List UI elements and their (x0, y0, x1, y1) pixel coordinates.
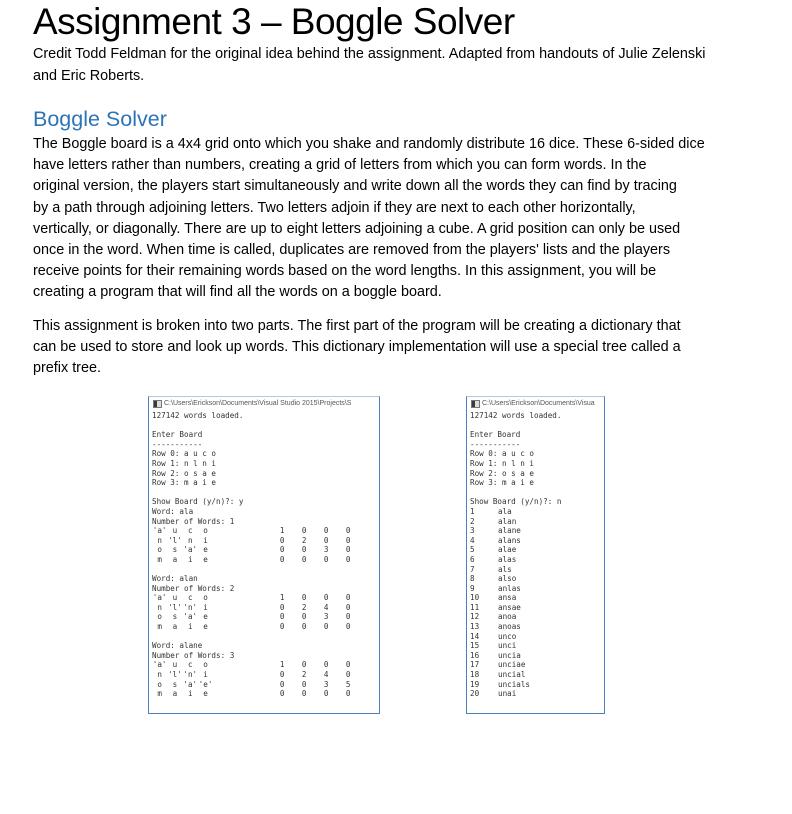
word-index: 12 (470, 612, 480, 622)
word-index: 1 (470, 506, 475, 516)
word-list-item (470, 651, 601, 661)
console-line: Enter Board (152, 430, 203, 440)
word-index: 5 (470, 545, 475, 555)
path-order: 0 (279, 689, 285, 699)
word-index: 4 (470, 535, 475, 545)
paragraph-line: The Boggle board is a 4x4 grid onto which you shake and randomly distribute 16 dice. These 6-sided dice (33, 136, 705, 152)
credit-text: Credit Todd Feldman for the original idea behind the assignment. Adapted from handouts of Julie Zelenski and Eric Roberts. (33, 46, 706, 84)
word-text: uncia (498, 650, 521, 660)
word-index: 15 (470, 641, 480, 651)
paragraph-line: by a path through adjoining letters. Two letters adjoin if they are next to each other horizontally, (33, 199, 636, 216)
board-letter: 'n' (183, 602, 198, 612)
word-index: 10 (470, 593, 480, 603)
console-line: Row 0: a u c o (470, 449, 535, 459)
console-line: Row 1: n l n i (470, 458, 535, 468)
word-list-item (470, 689, 601, 699)
word-text: alane (498, 526, 521, 536)
board-letter: e (203, 689, 208, 699)
result-count-line: Number of Words: 3 (152, 650, 235, 660)
board-letter: 'l' (168, 670, 182, 680)
path-order: 0 (279, 679, 285, 689)
path-order: 0 (323, 689, 329, 699)
board-letter: o (157, 679, 162, 689)
word-text: also (498, 574, 517, 584)
path-order: 5 (345, 679, 351, 689)
path-order: 4 (323, 602, 329, 612)
board-letter: c (187, 593, 193, 603)
word-text: uncials (498, 679, 531, 689)
path-order: 0 (345, 526, 351, 536)
word-index: 14 (470, 631, 480, 641)
word-list-item (470, 622, 601, 632)
path-order: 2 (301, 602, 307, 612)
path-order: 0 (345, 689, 351, 699)
word-index: 18 (470, 670, 480, 680)
path-order: 0 (323, 622, 329, 632)
word-list-item (470, 603, 601, 613)
word-list-item (470, 545, 601, 555)
blank-line (152, 565, 376, 575)
console-line: 127142 words loaded. (152, 411, 244, 420)
board-letter: 'e' (198, 679, 213, 689)
path-order: 0 (301, 554, 307, 564)
result-count-line: Number of Words: 2 (152, 583, 235, 593)
path-order: 0 (345, 545, 351, 555)
path-order: 3 (323, 612, 329, 622)
board-letter: 'l' (168, 602, 182, 612)
path-order: 0 (301, 622, 307, 632)
console-line (152, 488, 376, 498)
result-word-line: Word: ala (152, 506, 194, 516)
paragraph-line: original version, the players start simultaneously and write down all the words they can find by tracing (33, 178, 677, 195)
board-letter: u (172, 593, 178, 603)
board-grid-row (152, 536, 376, 546)
word-text: uncial (498, 670, 526, 680)
path-order: 0 (279, 602, 285, 612)
paragraph-line: once in the word. When time is called, duplicates are removed from the players' lists and the players (33, 242, 671, 259)
word-list-item (470, 641, 601, 651)
path-order: 3 (323, 679, 329, 689)
word-list-item (470, 660, 601, 670)
word-list-item (470, 526, 601, 536)
document-title: Assignment 3 – Boggle Solver (33, 1, 515, 42)
console-output (467, 410, 604, 700)
result-word-line: Word: alane (152, 641, 203, 651)
console-line: Row 3: m a i e (152, 478, 217, 488)
path-order: 0 (345, 612, 351, 622)
spacer (213, 545, 271, 555)
spacer (213, 689, 271, 699)
path-order: 0 (279, 670, 285, 680)
word-list-item (470, 555, 601, 565)
board-letter: u (172, 526, 178, 536)
path-order: 0 (279, 545, 285, 555)
board-letter: s (172, 612, 178, 622)
console-line: Row 0: a u c o (152, 449, 217, 459)
console-title: C:\Users\Erickson\Documents\Visual Studio 2015\Projects\S (164, 400, 352, 407)
board-letter: e (203, 622, 208, 632)
console-line: ----------- (470, 439, 521, 449)
console-line: ----------- (152, 439, 203, 449)
word-index: 7 (470, 564, 475, 574)
path-order: 0 (323, 660, 329, 670)
paragraph-line: creating a program that will find all the words on a boggle board. (33, 284, 442, 301)
board-letter: o (157, 612, 162, 622)
console-line: Row 1: n l n i (152, 458, 217, 468)
result-word-line: Word: alan (152, 574, 198, 584)
path-order: 2 (301, 670, 307, 680)
path-order: 0 (279, 535, 285, 545)
board-letter: i (203, 670, 208, 680)
console-line: Row 2: o s a e (470, 468, 535, 478)
board-letter: a (172, 554, 178, 564)
paragraph-line: receive points for their remaining words based on the word lengths. In this assignment, you will be (33, 263, 657, 280)
paragraph-line: vertically, or diagonally. There are up to eight letters adjoining a cube. A grid position can only be used (33, 220, 681, 237)
word-index: 16 (470, 650, 480, 660)
spacer (213, 612, 271, 622)
path-order: 0 (323, 526, 329, 536)
board-letter: c (187, 526, 193, 536)
board-letter: i (187, 554, 193, 564)
word-text: unco (498, 631, 517, 641)
board-letter: n (157, 602, 162, 612)
word-list-item (470, 584, 601, 594)
word-list-item (470, 680, 601, 690)
path-order: 0 (301, 689, 307, 699)
word-text: unai (498, 689, 517, 699)
word-index: 20 (470, 689, 480, 699)
word-text: ansa (498, 593, 517, 603)
board-letter: e (203, 545, 208, 555)
board-letter: i (203, 535, 208, 545)
board-letter: s (172, 679, 178, 689)
console-line (470, 488, 601, 498)
board-letter: c (187, 660, 193, 670)
console-line (470, 421, 601, 431)
board-letter: i (187, 622, 193, 632)
path-order: 0 (345, 670, 351, 680)
console-line: Row 2: o s a e (152, 468, 217, 478)
path-order: 0 (345, 554, 351, 564)
spacer (213, 593, 271, 603)
board-letter: 'n' (183, 670, 198, 680)
board-letter: n (157, 670, 162, 680)
word-text: anoas (498, 622, 521, 632)
word-list-item (470, 593, 601, 603)
console-app-icon (471, 400, 480, 408)
path-order: 0 (301, 660, 307, 670)
word-index: 9 (470, 583, 475, 593)
word-list-item (470, 612, 601, 622)
word-text: ala (498, 506, 512, 516)
word-list-item (470, 536, 601, 546)
path-order: 0 (279, 612, 285, 622)
board-grid-row (152, 670, 376, 680)
console-titlebar (149, 397, 379, 410)
path-order: 0 (301, 593, 307, 603)
console-line: Row 3: m a i e (470, 478, 535, 488)
board-grid-row (152, 603, 376, 613)
console-line: 127142 words loaded. (470, 411, 562, 420)
path-order: 0 (323, 535, 329, 545)
board-grid-row (152, 660, 376, 670)
board-grid-row (152, 526, 376, 536)
word-list-item (470, 517, 601, 527)
blank-line (152, 632, 376, 642)
paragraph-line: This assignment is broken into two parts. The first part of the program will be creating a dictionary that (33, 318, 681, 334)
board-grid-row (152, 680, 376, 690)
spacer (213, 622, 271, 632)
path-order: 1 (279, 660, 285, 670)
console-line (152, 421, 376, 431)
spacer (213, 536, 271, 546)
console-output (149, 410, 379, 700)
word-list-item (470, 574, 601, 584)
console-line: Enter Board (470, 430, 521, 440)
console-window-show-board (148, 396, 380, 714)
board-grid-row (152, 555, 376, 565)
path-order: 0 (345, 535, 351, 545)
board-letter: a (172, 689, 178, 699)
paragraph-line: have letters rather than numbers, creating a grid of letters from which you can form words. In the (33, 157, 647, 174)
spacer (213, 603, 271, 613)
console-line: Show Board (y/n)?: y (152, 497, 244, 507)
spacer (213, 670, 271, 680)
board-grid-row (152, 545, 376, 555)
word-text: unci (498, 641, 517, 651)
word-index: 6 (470, 554, 475, 564)
board-grid-row (152, 593, 376, 603)
section-heading: Boggle Solver (33, 107, 167, 131)
board-letter: 'a' (183, 612, 198, 622)
board-letter: o (157, 545, 162, 555)
board-letter: o (203, 526, 208, 536)
board-letter: e (203, 554, 208, 564)
word-text: unciae (498, 660, 526, 670)
word-text: als (498, 564, 512, 574)
word-text: anlas (498, 583, 521, 593)
path-order: 1 (279, 526, 285, 536)
word-index: 13 (470, 622, 480, 632)
path-order: 4 (323, 670, 329, 680)
path-order: 0 (301, 545, 307, 555)
word-text: anoa (498, 612, 517, 622)
path-order: 0 (345, 602, 351, 612)
board-letter: o (203, 660, 208, 670)
board-letter: u (172, 660, 178, 670)
word-text: alae (498, 545, 517, 555)
console-window-word-list (466, 396, 605, 714)
path-order: 0 (279, 622, 285, 632)
path-order: 0 (345, 660, 351, 670)
spacer (213, 526, 271, 536)
path-order: 3 (323, 545, 329, 555)
board-letter: 'a' (152, 526, 167, 536)
board-letter: 'a' (152, 660, 167, 670)
board-letter: 'a' (152, 593, 167, 603)
word-list-item (470, 632, 601, 642)
word-index: 3 (470, 526, 475, 536)
board-letter: n (157, 535, 162, 545)
word-text: alan (498, 516, 517, 526)
spacer (213, 555, 271, 565)
result-count-line: Number of Words: 1 (152, 516, 235, 526)
board-grid-row (152, 612, 376, 622)
board-letter: s (172, 545, 178, 555)
board-grid-row (152, 622, 376, 632)
word-index: 11 (470, 602, 480, 612)
word-list-item (470, 565, 601, 575)
console-title: C:\Users\Erickson\Documents\Visua (482, 400, 595, 407)
spacer (213, 680, 271, 690)
word-index: 19 (470, 679, 480, 689)
paragraph-line: prefix tree. (33, 360, 101, 377)
board-letter: e (203, 612, 208, 622)
word-text: alas (498, 554, 517, 564)
board-letter: 'l' (168, 535, 182, 545)
word-index: 2 (470, 516, 475, 526)
word-text: alans (498, 535, 521, 545)
path-order: 0 (279, 554, 285, 564)
path-order: 0 (301, 679, 307, 689)
path-order: 0 (345, 593, 351, 603)
path-order: 0 (323, 554, 329, 564)
word-text: ansae (498, 602, 521, 612)
word-index: 8 (470, 574, 475, 584)
board-letter: i (187, 689, 193, 699)
word-list-item (470, 670, 601, 680)
path-order: 0 (345, 622, 351, 632)
path-order: 0 (301, 612, 307, 622)
paragraph-parts (33, 316, 733, 380)
path-order: 0 (301, 526, 307, 536)
console-titlebar (467, 397, 604, 410)
console-line: Show Board (y/n)?: n (470, 497, 562, 507)
word-list-item (470, 507, 601, 517)
board-grid-row (152, 689, 376, 699)
spacer (213, 660, 271, 670)
board-letter: 'a' (183, 679, 198, 689)
word-index: 17 (470, 660, 480, 670)
board-letter: i (203, 602, 208, 612)
path-order: 0 (323, 593, 329, 603)
board-letter: 'a' (183, 545, 198, 555)
board-letter: m (157, 554, 162, 564)
path-order: 2 (301, 535, 307, 545)
paragraph-intro (33, 134, 733, 304)
console-app-icon (153, 400, 162, 408)
paragraph-line: can be used to store and look up words. This dictionary implementation will use a special tree called a (33, 339, 681, 356)
board-letter: n (187, 535, 193, 545)
board-letter: o (203, 593, 208, 603)
board-letter: a (172, 622, 178, 632)
path-order: 1 (279, 593, 285, 603)
board-letter: m (157, 622, 162, 632)
board-letter: m (157, 689, 162, 699)
